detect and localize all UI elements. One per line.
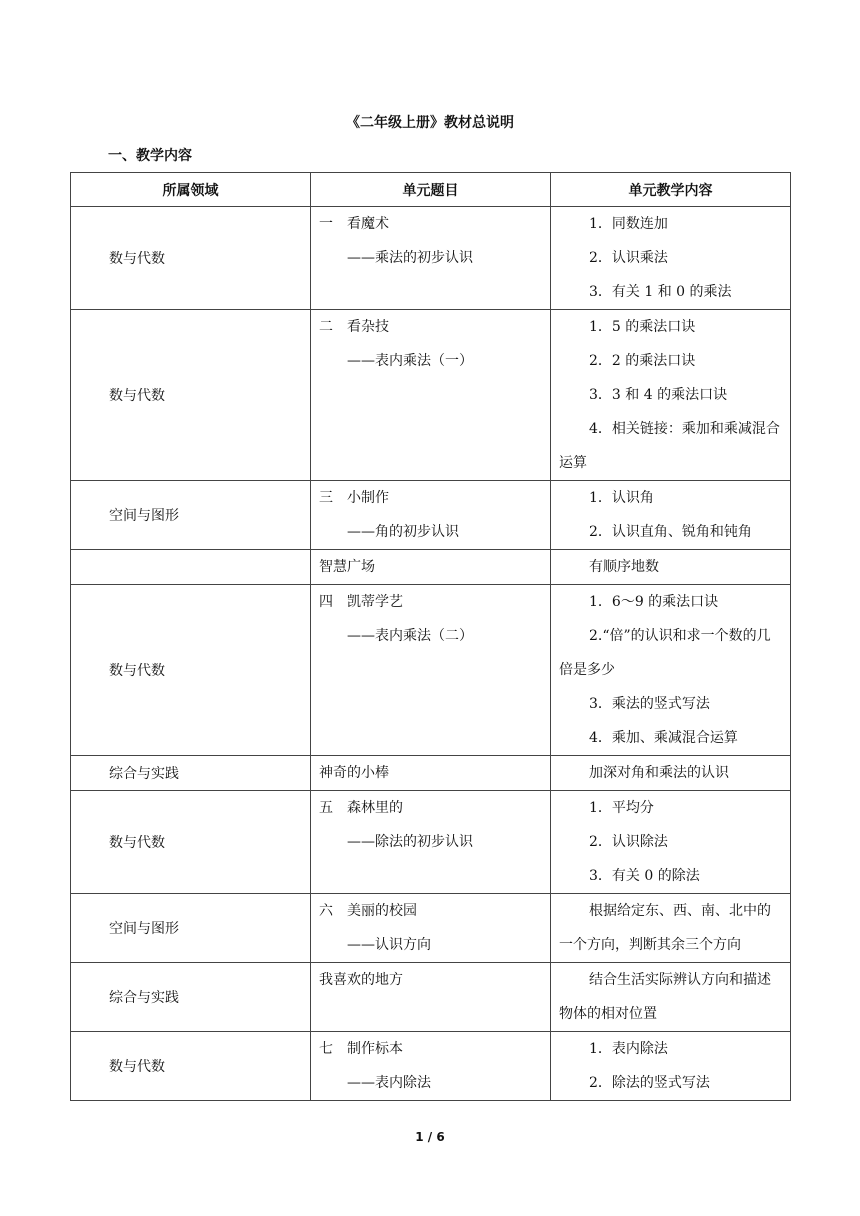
content-item: 4．相关链接：乘加和乘减混合运算 [559, 421, 780, 471]
content-item: 1．同数连加 [589, 216, 668, 232]
content-cell [551, 1032, 791, 1101]
unit-title: 七 制作标本 [319, 1041, 403, 1057]
unit-subtitle: ——表内除法 [347, 1075, 431, 1091]
table-header-row [71, 173, 791, 207]
domain-cell: 数与代数 [71, 207, 311, 310]
unit-title: 智慧广场 [319, 559, 375, 575]
unit-subtitle: ——角的初步认识 [347, 524, 459, 540]
unit-cell [311, 481, 551, 550]
content-cell [551, 207, 791, 310]
table-row [71, 207, 791, 310]
content-cell [551, 585, 791, 756]
unit-title: 四 凯蒂学艺 [319, 594, 403, 610]
content-cell [551, 310, 791, 481]
content-cell [551, 894, 791, 963]
unit-cell [311, 550, 551, 585]
content-item: 1．5 的乘法口诀 [589, 319, 696, 335]
unit-cell [311, 963, 551, 1032]
unit-title: 五 森林里的 [319, 800, 403, 816]
unit-title: 六 美丽的校园 [319, 903, 417, 919]
domain-cell: 综合与实践 [71, 963, 311, 1032]
unit-cell [311, 207, 551, 310]
domain-cell: 数与代数 [71, 1032, 311, 1101]
unit-title: 一 看魔术 [319, 216, 389, 232]
content-item: 2.“倍”的认识和求一个数的几倍是多少 [559, 628, 771, 678]
content-cell [551, 963, 791, 1032]
table-row [71, 481, 791, 550]
table-row [71, 550, 791, 585]
content-item: 1．表内除法 [589, 1041, 668, 1057]
unit-cell [311, 585, 551, 756]
domain-cell: 空间与图形 [71, 481, 311, 550]
content-cell [551, 550, 791, 585]
content-cell [551, 791, 791, 894]
domain-cell: 空间与图形 [71, 894, 311, 963]
content-item: 3．乘法的竖式写法 [589, 696, 710, 712]
unit-subtitle: ——认识方向 [347, 937, 431, 953]
unit-subtitle: ——除法的初步认识 [347, 834, 473, 850]
content-table [70, 172, 791, 1101]
unit-subtitle: ——乘法的初步认识 [347, 250, 473, 266]
table-row [71, 756, 791, 791]
header-unit-content: 单元教学内容 [551, 173, 791, 207]
unit-title: 我喜欢的地方 [319, 972, 403, 988]
unit-cell [311, 310, 551, 481]
content-item: 4．乘加、乘减混合运算 [589, 730, 738, 746]
content-item: 2．认识直角、锐角和钝角 [589, 524, 752, 540]
section-heading: 一、教学内容 [108, 148, 192, 164]
table-row [71, 963, 791, 1032]
domain-cell: 数与代数 [71, 585, 311, 756]
content-item: 2．2 的乘法口诀 [589, 353, 696, 369]
content-cell [551, 481, 791, 550]
content-item: 3．3 和 4 的乘法口诀 [589, 387, 728, 403]
domain-cell: 数与代数 [71, 791, 311, 894]
table-row [71, 791, 791, 894]
content-item: 1．6～9 的乘法口诀 [589, 594, 719, 610]
table-row [71, 894, 791, 963]
table-row [71, 310, 791, 481]
header-domain: 所属领域 [71, 173, 311, 207]
unit-title: 二 看杂技 [319, 319, 389, 335]
document-title: 《二年级上册》教材总说明 [346, 115, 514, 131]
unit-subtitle: ——表内乘法（一） [347, 353, 473, 369]
content-item: 有顺序地数 [589, 559, 659, 575]
content-item: 根据给定东、西、南、北中的一个方向，判断其余三个方向 [559, 903, 771, 953]
content-item: 1．认识角 [589, 490, 654, 506]
header-unit-title: 单元题目 [311, 173, 551, 207]
domain-cell: 数与代数 [71, 310, 311, 481]
domain-cell [71, 550, 311, 585]
unit-cell [311, 1032, 551, 1101]
unit-cell [311, 894, 551, 963]
table-row [71, 1032, 791, 1101]
content-item: 结合生活实际辨认方向和描述物体的相对位置 [559, 972, 771, 1022]
content-item: 2．认识除法 [589, 834, 668, 850]
content-item: 2．除法的竖式写法 [589, 1075, 710, 1091]
unit-cell [311, 791, 551, 894]
content-item: 1．平均分 [589, 800, 654, 816]
content-item: 2．认识乘法 [589, 250, 668, 266]
content-item: 3．有关 0 的除法 [589, 868, 700, 884]
unit-title: 三 小制作 [319, 490, 389, 506]
unit-title: 神奇的小棒 [319, 765, 389, 781]
unit-cell [311, 756, 551, 791]
content-item: 3．有关 1 和 0 的乘法 [589, 284, 732, 300]
content-cell [551, 756, 791, 791]
page-number: 1 / 6 [415, 1130, 445, 1144]
table-row [71, 585, 791, 756]
domain-cell: 综合与实践 [71, 756, 311, 791]
unit-subtitle: ——表内乘法（二） [347, 628, 473, 644]
content-item: 加深对角和乘法的认识 [589, 765, 729, 781]
